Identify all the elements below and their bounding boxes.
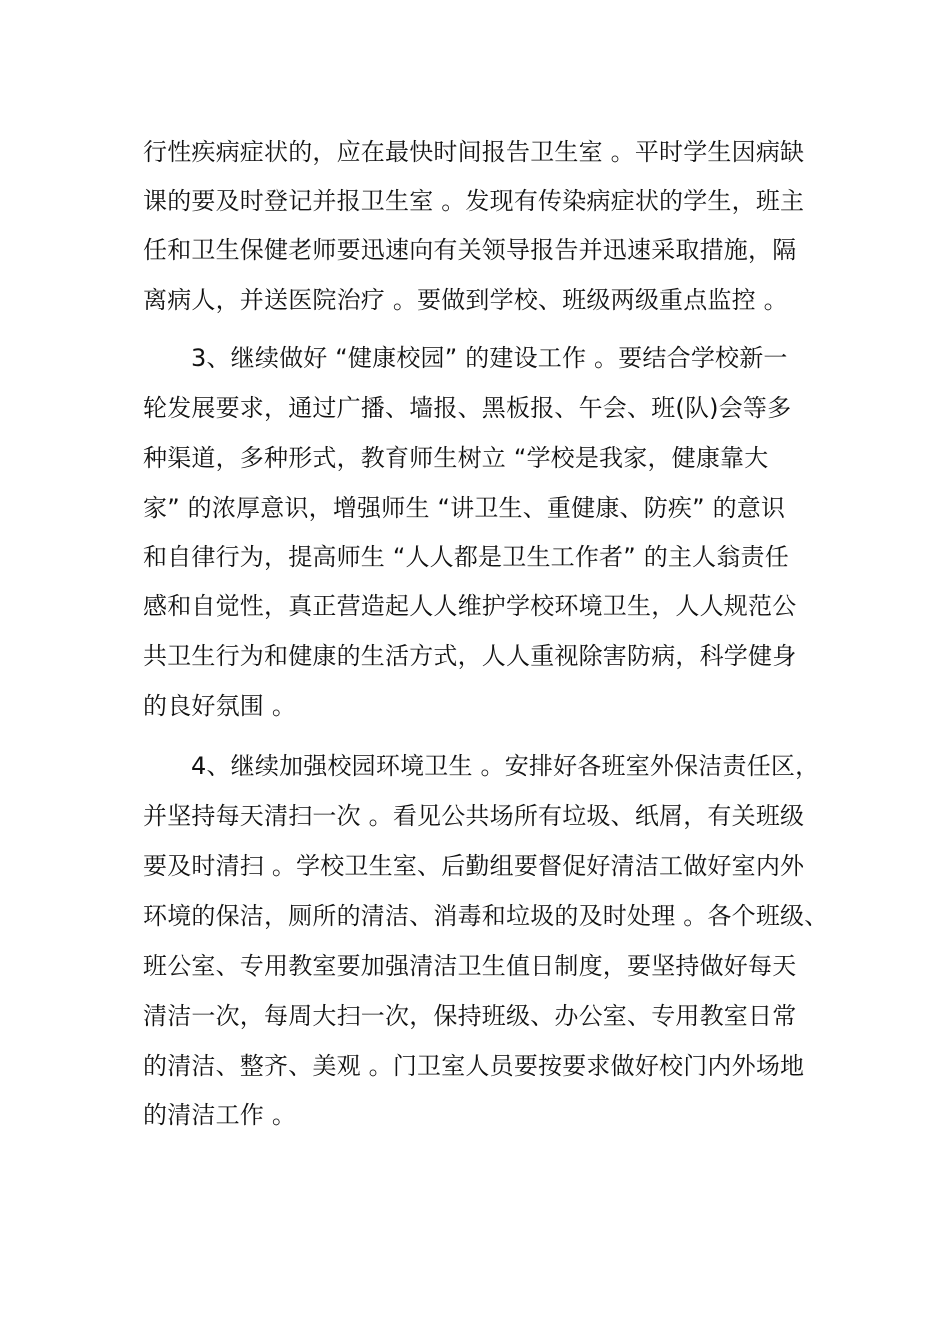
text-line: 共卫生行为和健康的生活方式，人人重视除害防病，科学健身 [143, 642, 797, 670]
text-line: 轮发展要求，通过广播、墙报、黑板报、午会、班(队)会等多 [143, 394, 792, 422]
text-line: 环境的保洁，厕所的清洁、消毒和垃圾的及时处理 。各个班级、 [143, 902, 829, 930]
text-line: 感和自觉性，真正营造起人人维护学校环境卫生，人人规范公 [143, 592, 797, 620]
text-line: 班公室、专用教室要加强清洁卫生值日制度，要坚持做好每天 [143, 952, 797, 980]
text-line: 行性疾病症状的，应在最快时间报告卫生室 。平时学生因病缺 [143, 138, 805, 166]
text-line: 和自律行为，提高师生 “人人都是卫生工作者” 的主人翁责任 [143, 543, 789, 571]
text-line: 离病人，并送医院治疗 。要做到学校、班级两级重点监控 。 [143, 286, 788, 314]
paragraph-4-first-line: 4、继续加强校园环境卫生 。安排好各班室外保洁责任区， [191, 752, 820, 780]
text-line: 清洁一次，每周大扫一次，保持班级、办公室、专用教室日常 [143, 1002, 797, 1030]
text-line: 要及时清扫 。学校卫生室、后勤组要督促好清洁工做好室内外 [143, 852, 805, 880]
text-line: 任和卫生保健老师要迅速向有关领导报告并迅速采取措施，隔 [143, 236, 797, 264]
paragraph-3-first-line: 3、继续做好 “健康校园” 的建设工作 。要结合学校新一 [191, 344, 788, 372]
text-line: 的清洁工作 。 [143, 1101, 297, 1129]
text-line: 并坚持每天清扫一次 。看见公共场所有垃圾、纸屑，有关班级 [143, 802, 805, 830]
text-line: 的良好氛围 。 [143, 692, 297, 720]
text-line: 家” 的浓厚意识，增强师生 “讲卫生、重健康、防疾” 的意识 [143, 494, 786, 522]
text-line: 种渠道，多种形式，教育师生树立 “学校是我家，健康靠大 [143, 444, 769, 472]
text-line: 课的要及时登记并报卫生室 。发现有传染病症状的学生，班主 [143, 187, 805, 215]
text-line: 的清洁、整齐、美观 。门卫室人员要按要求做好校门内外场地 [143, 1052, 805, 1080]
